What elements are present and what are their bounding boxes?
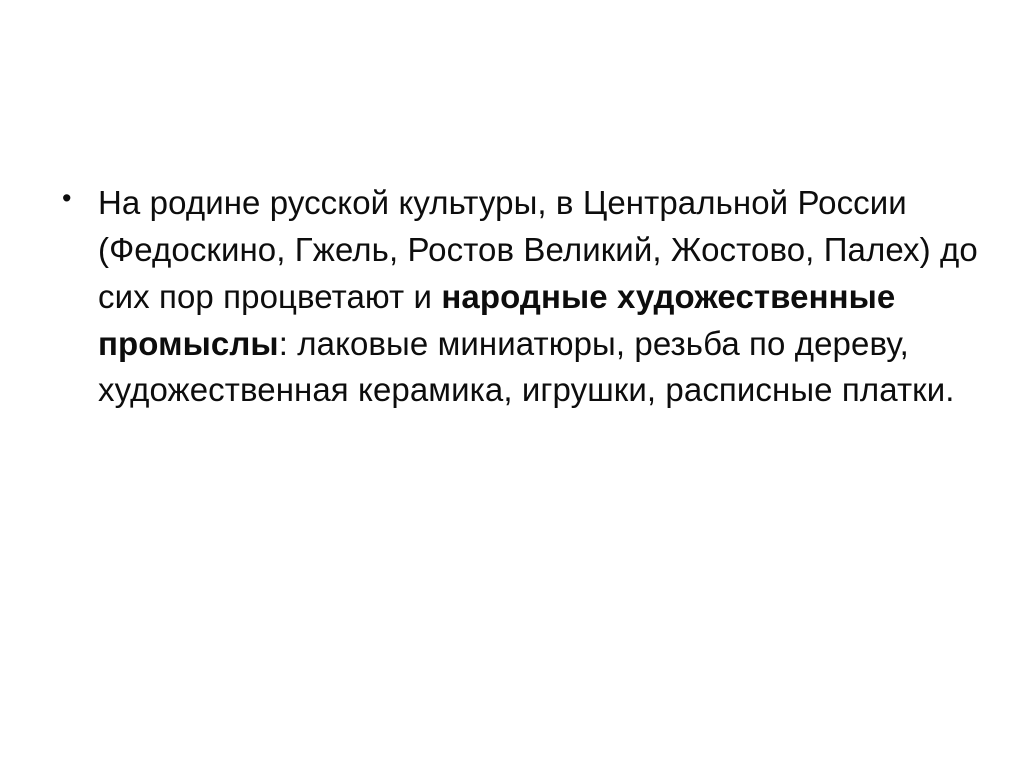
- bullet-text-emphasis: народные художественные промыслы: [98, 277, 896, 362]
- slide-content-body: [52, 180, 982, 414]
- bullet-text-part-2: : лаковые миниатюры, резьба по дереву, художественная керамика, игрушки, расписные платки.: [98, 324, 955, 409]
- list-item: [52, 180, 982, 414]
- bullet-text-part-1: На родине русской культуры, в Центральной России (Федоскино, Гжель, Ростов Великий, Жостово, Палех) до сих пор процветают и: [98, 184, 978, 315]
- bullet-list: [52, 180, 982, 414]
